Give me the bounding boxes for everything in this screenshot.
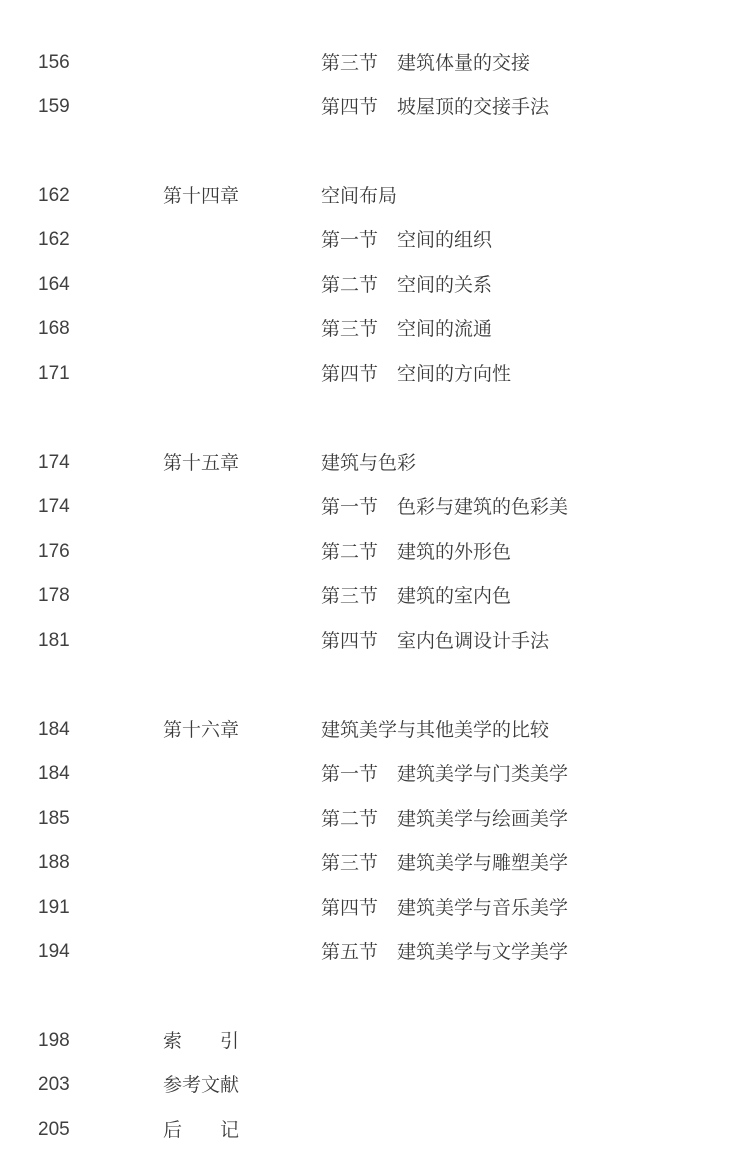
page-number: 188 bbox=[38, 852, 70, 873]
section-title: 第三节 建筑美学与雕塑美学 bbox=[321, 852, 569, 874]
page-number: 184 bbox=[38, 719, 70, 740]
toc-backmatter-entry bbox=[0, 1115, 750, 1145]
toc-entry bbox=[0, 270, 750, 300]
page-number: 176 bbox=[38, 541, 70, 562]
page-number: 168 bbox=[38, 318, 70, 339]
section-title: 第三节 建筑体量的交接 bbox=[321, 52, 531, 74]
toc-chapter-entry bbox=[0, 448, 750, 478]
chapter-label: 第十五章 bbox=[163, 452, 240, 474]
page-number: 162 bbox=[38, 185, 70, 206]
page-number: 184 bbox=[38, 763, 70, 784]
toc-backmatter-entry bbox=[0, 1070, 750, 1100]
page-number: 205 bbox=[38, 1119, 70, 1140]
toc-entry bbox=[0, 225, 750, 255]
page-number: 185 bbox=[38, 808, 70, 829]
chapter-title: 建筑美学与其他美学的比较 bbox=[321, 719, 550, 741]
page-number: 162 bbox=[38, 229, 70, 250]
section-title: 第三节 空间的流通 bbox=[321, 318, 493, 340]
chapter-label: 第十六章 bbox=[163, 719, 240, 741]
chapter-title: 建筑与色彩 bbox=[321, 452, 417, 474]
toc-entry bbox=[0, 937, 750, 967]
page-number: 178 bbox=[38, 585, 70, 606]
section-title: 第二节 空间的关系 bbox=[321, 274, 493, 296]
section-title: 第一节 空间的组织 bbox=[321, 229, 493, 251]
section-title: 第二节 建筑美学与绘画美学 bbox=[321, 808, 569, 830]
toc-entry bbox=[0, 492, 750, 522]
toc-entry bbox=[0, 48, 750, 78]
toc-chapter-entry bbox=[0, 181, 750, 211]
toc-backmatter-entry bbox=[0, 1026, 750, 1056]
toc-entry bbox=[0, 626, 750, 656]
references-label: 参考文献 bbox=[163, 1074, 240, 1096]
toc-entry bbox=[0, 92, 750, 122]
page-number: 174 bbox=[38, 452, 70, 473]
toc-entry bbox=[0, 893, 750, 923]
page-number: 198 bbox=[38, 1030, 70, 1051]
toc-entry bbox=[0, 537, 750, 567]
toc-entry bbox=[0, 804, 750, 834]
index-label: 索引 bbox=[163, 1030, 239, 1052]
page-number: 191 bbox=[38, 897, 70, 918]
section-title: 第四节 空间的方向性 bbox=[321, 363, 512, 385]
page-number: 194 bbox=[38, 941, 70, 962]
toc-entry bbox=[0, 581, 750, 611]
chapter-title: 空间布局 bbox=[321, 185, 398, 207]
section-title: 第三节 建筑的室内色 bbox=[321, 585, 512, 607]
section-title: 第四节 室内色调设计手法 bbox=[321, 630, 550, 652]
page-number: 181 bbox=[38, 630, 70, 651]
page-number: 203 bbox=[38, 1074, 70, 1095]
toc-entry bbox=[0, 848, 750, 878]
page-number: 171 bbox=[38, 363, 70, 384]
toc-chapter-entry bbox=[0, 715, 750, 745]
toc-entry bbox=[0, 314, 750, 344]
chapter-label: 第十四章 bbox=[163, 185, 240, 207]
page-number: 159 bbox=[38, 96, 70, 117]
afterword-label: 后记 bbox=[163, 1119, 239, 1141]
section-title: 第四节 坡屋顶的交接手法 bbox=[321, 96, 550, 118]
toc-entry bbox=[0, 759, 750, 789]
page-number: 174 bbox=[38, 496, 70, 517]
toc-entry bbox=[0, 359, 750, 389]
section-title: 第一节 建筑美学与门类美学 bbox=[321, 763, 569, 785]
section-title: 第二节 建筑的外形色 bbox=[321, 541, 512, 563]
section-title: 第一节 色彩与建筑的色彩美 bbox=[321, 496, 569, 518]
section-title: 第四节 建筑美学与音乐美学 bbox=[321, 897, 569, 919]
section-title: 第五节 建筑美学与文学美学 bbox=[321, 941, 569, 963]
page-number: 156 bbox=[38, 52, 70, 73]
page-number: 164 bbox=[38, 274, 70, 295]
